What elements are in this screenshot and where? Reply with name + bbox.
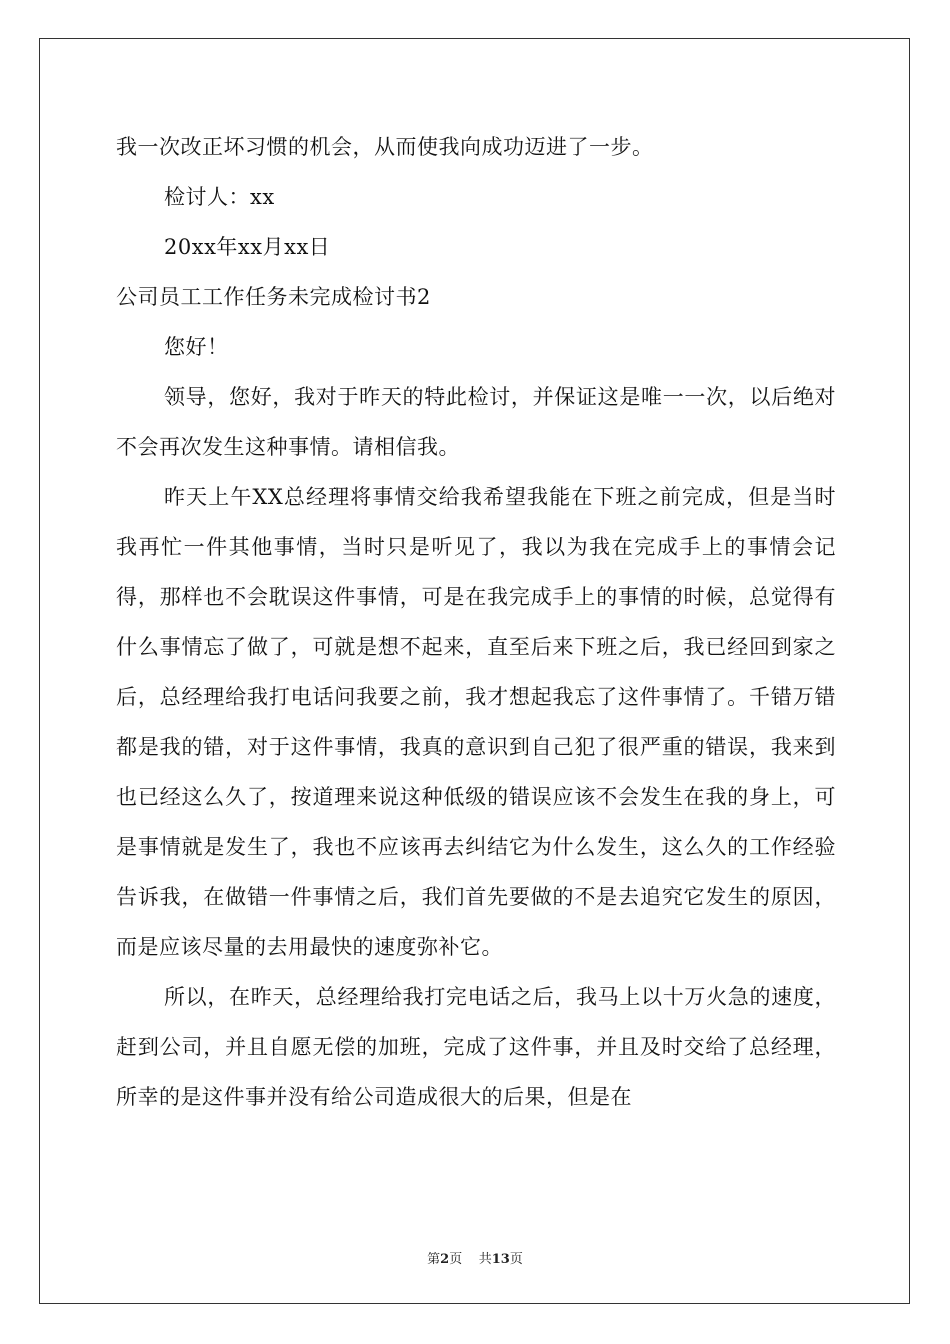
page-footer <box>0 1248 950 1267</box>
paragraph-1: 领导，您好，我对于昨天的特此检讨，并保证这是唯一一次，以后绝对不会再次发生这种事情。请相信我。 <box>116 385 836 459</box>
total-suffix: 页 <box>509 1252 523 1267</box>
section-heading: 公司员工工作任务未完成检讨书2 <box>116 285 431 309</box>
date-line: 20xx年xx月xx日 <box>164 235 331 259</box>
greeting-line: 您好！ <box>164 335 229 359</box>
document-body <box>116 122 836 1122</box>
continuation-line: 我一次改正坏习惯的机会，从而使我向成功迈进了一步。 <box>116 135 654 159</box>
page-suffix: 页 <box>449 1252 463 1267</box>
paragraph-2: 昨天上午XX总经理将事情交给我希望我能在下班之前完成，但是当时我再忙一件其他事情，当时只是听见了，我以为我在完成手上的事情会记得，那样也不会耽误这件事情，可是在我完成手上的事情的时候，总觉得有什么事情忘了做了，可就是想不起来，直至后来下班之后，我已经回到家之后，总经理给我打电话问我要之前，我才想起我忘了这件事情了。千错万错都是我的错，对于这件事情，我真的意识到自己犯了很严重的错误，我来到也已经这么久了，按道理来说这种低级的错误应该不会发生在我的身上，可是事情就是发生了，我也不应该再去纠结它为什么发生，这么久的工作经验告诉我，在做错一件事情之后，我们首先要做的不是去追究它发生的原因，而是应该尽量的去用最快的速度弥补它。 <box>116 485 836 959</box>
total-prefix: 共 <box>478 1252 492 1267</box>
page-prefix: 第 <box>427 1252 441 1267</box>
paragraph-3: 所以，在昨天，总经理给我打完电话之后，我马上以十万火急的速度，赶到公司，并且自愿无偿的加班，完成了这件事，并且及时交给了总经理，所幸的是这件事并没有给公司造成很大的后果，但是在 <box>116 985 836 1109</box>
signer-line: 检讨人：xx <box>164 185 275 209</box>
total-pages: 13 <box>491 1252 510 1267</box>
page-number: 2 <box>440 1252 450 1267</box>
